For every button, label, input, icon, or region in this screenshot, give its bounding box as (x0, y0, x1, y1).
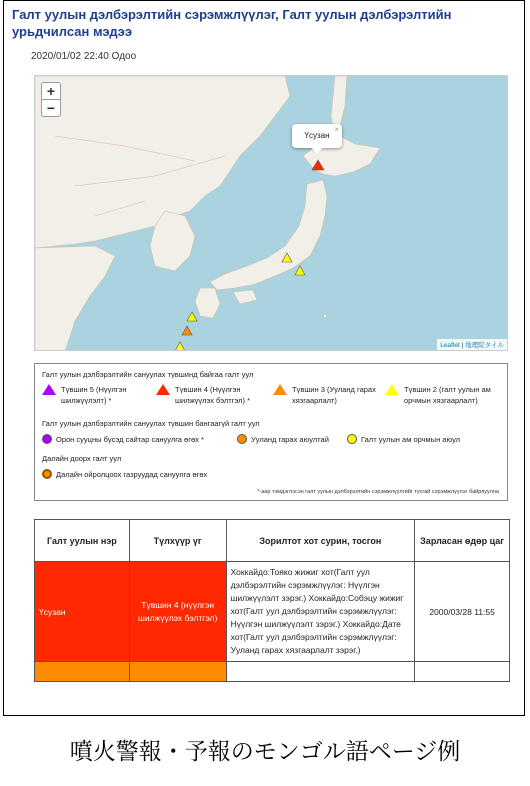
col-header-date: Зарласан өдөр цаг (415, 520, 510, 562)
land-honshu (210, 180, 327, 290)
yellow-circle-icon (347, 434, 357, 444)
warnings-table (34, 519, 510, 682)
col-header-target: Зорилтот хот сурин, тосгон (226, 520, 415, 562)
table-header-row (35, 520, 510, 562)
orange-circle-icon (237, 434, 247, 444)
cell-target (226, 662, 415, 682)
legend-item-submarine: Далайн ойролцоох газруудад сануулга өгөх (42, 469, 207, 480)
cell-level (129, 662, 226, 682)
purple-circle-icon (42, 434, 52, 444)
cell-date: 2000/03/28 11:55 (415, 562, 510, 662)
popup-tip (312, 148, 322, 154)
zoom-out-button[interactable]: − (41, 99, 61, 117)
legend-heading-submarine: Далайн доорх галт уул (42, 454, 122, 463)
land-china-south (35, 246, 115, 351)
legend-item-level5: Түвшин 5 (Нүүлгэн шилжүүлэлт) * (42, 384, 150, 406)
land-kyushu (195, 288, 220, 318)
map-legend (34, 363, 508, 501)
table-row (35, 662, 510, 682)
page-title: Галт уулын дэлбэрэлтийн сэрэмжлүүлэг, Галт уулын дэлбэрэлтийн урьдчилсан мэдээ (12, 7, 452, 39)
legend-item-level3: Түвшин 3 (Ууланд гарах хязгаарлалт) (273, 384, 381, 406)
legend-item-level2: Түвшин 2 (галт уулын ам орчмын хязгаарлалт) (385, 384, 503, 406)
volcano-marker-level2 (295, 266, 305, 275)
volcano-map[interactable] (34, 75, 508, 351)
tiles-link[interactable]: 地理院タイル (465, 342, 504, 349)
cell-target: Хоккайдо:Тояко жижиг хот(Галт уул дэлбэрэлтийн сэрэмжлүүлэг: Нүүлгэн шилжүүлэлт зэрэг.) Хоккайдо:Собэцу жижиг хот(Галт уул дэлбэрэлтийн сэрэмжлүүлэг: Нүүлгэн шилжүүлэлт зэрэг.) Хоккайдо:Дате хот(Галт уул дэлбэрэлтийн сэрэмжлүүлэг: Ууланд гарах хязгаарлалт зэрэг.) (226, 562, 415, 662)
red-triangle-icon (156, 384, 170, 395)
figure-caption: 噴火警報・予報のモンゴル語ページ例 (69, 738, 461, 764)
orange-ring-icon (42, 469, 52, 479)
legend-item-residential: Орон сууцны бүсэд сайтар сануулга өгөх * (42, 434, 204, 445)
legend-heading-alert: Галт уулын дэлбэрэлтийн сануулах түвшинд байгаа галт уул (42, 370, 254, 379)
cell-level: Түвшин 4 (нүүлгэн шилжүүлэх бэлтгэл) (129, 562, 226, 662)
map-attribution (437, 339, 507, 350)
col-header-volcano: Галт уулын нэр (35, 520, 130, 562)
purple-triangle-icon (42, 384, 56, 395)
popup-label: Үсузан (304, 131, 330, 140)
land-island (324, 315, 327, 318)
popup-close-icon[interactable]: × (334, 125, 339, 134)
zoom-in-button[interactable]: + (41, 82, 61, 100)
orange-triangle-icon (273, 384, 287, 395)
browser-page (3, 0, 525, 716)
volcano-popup (292, 124, 342, 148)
volcano-marker-level2 (175, 342, 185, 351)
legend-item-mountain: Ууланд гарах аюултай (237, 434, 329, 445)
col-header-keyword: Түлхүүр үг (129, 520, 226, 562)
cell-volcano-name (35, 662, 130, 682)
cell-date (415, 662, 510, 682)
timestamp: 2020/01/02 22:40 Одоо (31, 51, 137, 62)
yellow-triangle-icon (385, 384, 399, 395)
leaflet-link[interactable]: Leaflet (440, 342, 460, 349)
map-canvas[interactable] (35, 76, 508, 351)
legend-footnote: *-аар тэмдэглэсэн галт уулын дэлбэрэлтийн сэрэмжлүүлгийг тусгай сэрэмжлүүлэг байрлуулна (257, 489, 499, 495)
table-row (35, 562, 510, 662)
legend-item-crater: Галт уулын ам орчмын аюул (347, 434, 460, 445)
attribution-separator: | (459, 342, 466, 349)
legend-heading-no-level: Галт уулын дэлбэрэлтийн сануулах түвшин бангаагүй галт уул (42, 419, 260, 428)
land-shikoku (233, 290, 257, 304)
volcano-marker-level2 (187, 312, 197, 321)
legend-item-level4: Түвшин 4 (Нүүлгэн шилжүүлэх бэлтгэл) * (156, 384, 268, 406)
cell-volcano-name: Үсузан (35, 562, 130, 662)
